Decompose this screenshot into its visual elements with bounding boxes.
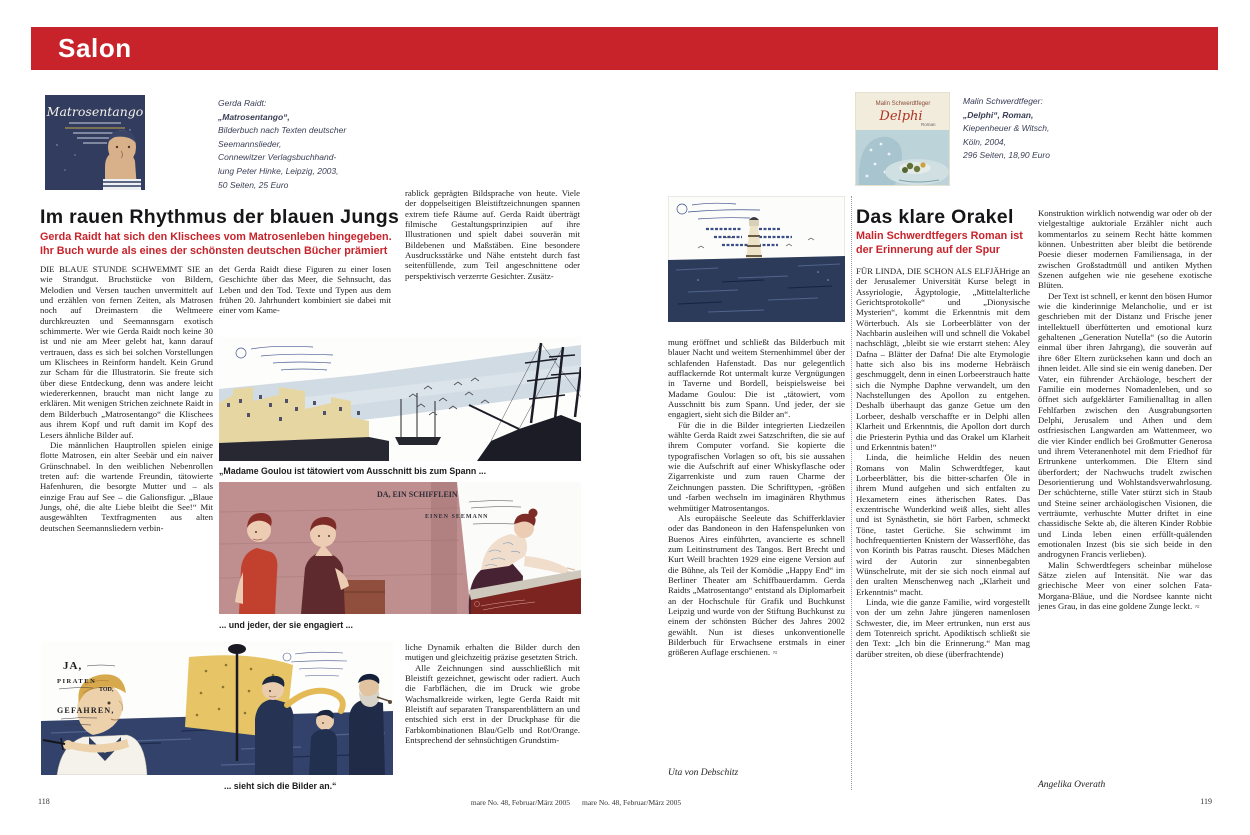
book-info-line: Köln, 2004, <box>963 136 1007 147</box>
illustration-harbour <box>219 337 581 461</box>
article-headline-left: Im rauen Rhythmus der blauen Jungs <box>40 206 400 228</box>
end-of-article-mark: ≈ <box>1195 602 1200 612</box>
book-info-line: Bilderbuch nach Texten deutscher <box>218 125 347 136</box>
body-paragraph: Alle Zeichnungen sind ausschließlich mit Bleistift gezeichnet, gewischt oder radiert. Auch die Farbflächen, die im Druck wie grobe Wachsmalkreide wirken, legte Gerda Raidt mit Bleistift auf separaten Transparentblättern an und entschied sich erst in der Druckphase für die Farbkombinationen Blau/Gelb und Rot/Orange. Entsprechend der sehnsüchtigen Grundstim- <box>405 662 580 746</box>
article-column-5 <box>856 266 1030 790</box>
body-paragraph: Die männlichen Hauptrollen spielen einige flotte Matrosen, ein alter Seebär und ein naiver Grünschnabel. In den weiblichen Nebenrollen treten auf: die wartende Freundin, tätowierte Hafenhuren, die besorgte Mutter und – als einzige Frau auf See – die Galionsfigur. „Blaue Jungs, ohé, die alte Liebe bleibt die See!“ Mit ausgewählten Textfragmenten aus alten deutschen Seemannsliedern verbin- <box>40 439 213 533</box>
article-column-2 <box>219 264 391 336</box>
body-paragraph: Als europäische Seeleute das Schifferklavier oder das Bandoneon in den Hafenspelunken von Buenos Aires einführten, avancierte es schnell zum Leitinstrument des Tangos. Bert Brecht und Kurt Weill brachten 1929 eine eigene Version auf die Bühne, als Teil der Komödie „Happy End“ im Berliner Theater am Schiffbauerdamm. Gerda Raidts „Matrosentango“ entstand als Diplomarbeit an der Hochschule für Grafik und Buchkunst Leipzig und wurde von der Stiftung Buchkunst zu einem der schönsten Bücher des Jahres 2002 gewählt. Nun ist dieses unkonventionelle Bilderbuch für Erwachsene erstmals in einer größeren Auflage erschienen. ≈ <box>668 512 845 658</box>
svg-text:PIRATEN: PIRATEN <box>57 678 97 685</box>
book-cover-matrosentango <box>45 95 145 190</box>
body-paragraph: rablick geprägten Bildsprache von heute. Viele der doppelseitigen Bleistiftzeichnungen spannen extrem tiefe Räume auf. Gerda Raidt überträgt filmische Gestaltungsprinzipien auf ihre Illustrationen und spielt dabei souverän mit Bildebenen und Maßstäben. Eine besondere Ausdrucksstärke und Nähe entsteht durch fast seitenfüllende, zum Teil angeschnittene oder perspektivisch verzerrte Gesichter. Zusätz- <box>405 188 580 281</box>
book-info-line: Seemannslieder, <box>218 138 282 149</box>
body-paragraph: Für die in die Bilder integrierten Liedzeilen wählte Gerda Raidt zwei Satzschriften, die sie auf ihrem Computer vorfand. Sie kopierte die typografischen Vorlagen so oft, bis sie aussahen wie die Aufschrift auf einer Whiskyflasche oder Zigarrenkiste und zum rauen Charme der Zeichnungen passten. Die Schrifttypen, -größen und -farben wechseln im imaginären Rhythmus wehmütiger Matrosentangos. <box>668 419 845 513</box>
folio-right-page: mare No. 48, Februar/März 2005 <box>582 798 682 807</box>
book-info-line: Kiepenheuer & Witsch, <box>963 123 1050 134</box>
song-words-2: EINEN SEEMANN <box>425 514 489 520</box>
book-info-line: Malin Schwerdtfeger: <box>963 96 1043 106</box>
article-column-3-top <box>405 188 580 337</box>
body-paragraph: det Gerda Raidt diese Figuren zu einer losen Geschichte über das Meer, die Sehnsucht, das Leben und den Tod. Texte und Typen aus dem frühen 20. Jahrhundert kombiniert sie dabei mit einer vom Kame- <box>219 264 391 316</box>
folio-left-page: mare No. 48, Februar/März 2005 <box>470 798 570 807</box>
svg-text:TOD,: TOD, <box>99 687 114 693</box>
body-paragraph: Linda, wie die ganze Familie, wird vorgestellt von der um zehn Jahre jüngeren namenlosen Schwester, die, im Meer ertrunken, nun erst aus dem Totenreich spricht. Apodiktisch schließt sie den Text: „Ich bin die Erinnerung.“ Man mag darüber streiten, ob diese (überfrachtende) <box>856 597 1030 659</box>
article-column-6 <box>1038 208 1212 748</box>
article-column-4 <box>668 337 845 757</box>
byline-right-article: Angelika Overath <box>1038 780 1106 790</box>
svg-text:JA,: JA, <box>63 660 83 672</box>
article-headline-right: Das klare Orakel <box>856 206 1014 228</box>
book-info-line: „Delphi“, Roman, <box>963 109 1034 120</box>
book-info-line: Gerda Raidt: <box>218 98 267 108</box>
illustration-lighthouse <box>668 196 845 322</box>
svg-text:GEFAHREN,: GEFAHREN, <box>57 706 115 715</box>
article-subhead-right: Malin Schwerdtfegers Roman ist der Erinnerung auf der Spur <box>856 230 1023 256</box>
book-info-delphi <box>963 95 1143 163</box>
cover-title-script: Matrosentango <box>46 104 144 119</box>
body-paragraph: DIE BLAUE STUNDE SCHWEMMT SIE an wie Strandgut. Bruchstücke von Bildern, Melodien und Versen tauchen unvermittelt auf und erzählen von fernen Zeiten, als Matrosen noch auf Dreimastern die Weltmeere durchkreuzten und Seemannsgarn exotisch schimmerte. Wer wie Gerda Raidt noch keine 30 ist und nie am Meer gelebt hat, kann darauf vertrauen, dass es sich bei solchen Vorstellungen um Klischees in Reinform handelt. Kein Grund zur Scham für die Illustratorin. Sie freute sich über diese Entdeckung, denn was andere leicht wiedererkennen, braucht man nicht lange zu erklären. Mit wenigen Strichen zeichnete Raidt in dem Bilderbuch „Matrosentango“ die Klischees aus ihrem Kopf und ruft damit im Kopf des Lesers ähnliche Bilder auf. <box>40 264 213 440</box>
body-paragraph: Konstruktion wirklich notwendig war oder ob der vielgestaltige auktoriale Erzähler nicht auch kommentarlos zu seinem Recht hätte kommen können. Unbestritten aber bleibt die betörende Poesie dieser modernen Familiensaga, in der zwischen Großstadtmüll und antiken Mythen Szenen aufgehen wie nie gesehene exotische Blüten. <box>1038 208 1212 291</box>
delphi-cover-art <box>855 92 950 186</box>
end-of-article-mark: ≈ <box>773 648 778 658</box>
body-paragraph: mung eröffnet und schließt das Bilderbuch mit blauer Nacht und weitem Sternenhimmel über der schlafenden Hafenstadt. Das nur gelegentlich aufflackernde Rot untermalt kurze Vergnügungen in Taverne und Bordell, beispielsweise bei Madame Goulou: Die ist „tätowiert, vom Ausschnitt bis zum Spann. Und jeder, der sie engagiert, sieht sich die Bilder an“. <box>668 337 845 420</box>
body-paragraph: Linda, die heimliche Heldin des neuen Romans von Malin Schwerdtfeger, kaut Lorbeerblätter, bis die bitter-scharfen Öle in ihrem Mund aufgehen und sich entfalten zu Hexametern eines ätherischen Rates. Das exzentrische Wunderkind weiß alles, sieht alles und ist Synästhetin, sie hört Farben, schmeckt Töne, tastet Gerüche. Sie schwimmt im hochfrequentierten Knistern der Wasserflöhe, das von Korinth bis Patras rauscht. Dieses Mädchen wird der Autorin zur sinnenbegabten Wünschelrute, mit der sie sich noch einmal auf den uralten Menschenweg nach „Klarheit und Erkenntnis“ macht. <box>856 452 1030 597</box>
caption-pirates: ... sieht sich die Bilder an.“ <box>224 781 337 791</box>
matrosentango-cover-art <box>45 95 145 190</box>
article-subhead-left: Gerda Raidt hat sich den Klischees vom Matrosenleben hingegeben. Ihr Buch wurde als eines der schönsten deutschen Bücher prämiert <box>40 231 392 257</box>
cover-author: Malin Schwerdtfeger <box>875 101 931 107</box>
book-info-matrosentango <box>218 97 398 192</box>
cover-subtitle: Roman <box>921 122 936 127</box>
body-paragraph: Malin Schwerdtfegers scheinbar mühelose Sätze zielen auf Intensität. Nie war das griechische Meer von einer solchen Fata-Morgana-Bläue, und die Nordsee kannte nicht jenes Grau, in das eine goldene Zunge leckt. ≈ <box>1038 559 1212 612</box>
book-cover-delphi <box>855 92 950 186</box>
article-column-1 <box>40 264 213 640</box>
byline-left-article: Uta von Debschitz <box>668 768 739 778</box>
caption-bordello: ... und jeder, der sie engagiert ... <box>219 620 353 630</box>
section-title: Salon <box>58 33 132 63</box>
book-info-line: lung Peter Hinke, Leipzig, 2003, <box>218 165 339 176</box>
page-number-right: 119 <box>1200 797 1212 806</box>
section-banner <box>31 27 1218 70</box>
illustration-bordello <box>219 482 581 614</box>
body-paragraph: liche Dynamik erhalten die Bilder durch den mutigen und gleichzeitig präzise gesetzten Strich. <box>405 642 580 663</box>
book-info-line: 50 Seiten, 25 Euro <box>218 179 289 190</box>
cover-title: Delphi <box>879 109 923 124</box>
book-info-line: „Matrosentango“, <box>218 111 290 122</box>
illustration-pirates <box>41 641 393 775</box>
caption-harbour: „Madame Goulou ist tätowiert vom Ausschnitt bis zum Spann ... <box>219 466 487 476</box>
page-number-left: 118 <box>38 797 50 806</box>
song-words-1: DA, EIN SCHIFFLEIN <box>377 490 458 499</box>
book-info-line: 296 Seiten, 18,90 Euro <box>963 150 1050 161</box>
body-paragraph: Der Text ist schnell, er kennt den bösen Humor wie die kinderinnige Melancholie, und er ist geschrieben mit der Distanz und Frische jener intellektuell überfütterten und emotional kurz gehaltenen „Generation Nutella“ (so die Autorin einmal über ihren Jahrgang), die souverän auf ihre 68er Eltern zurücksehen kann und doch an ihnen leidet. Alle sind sie ein wenig daneben. Der Vater, ein führender Archäologe, beschert der Familie ein modernes Nomadenleben, und so öffnet sich aufgeklärter Familienalltag in allen Fehlfarben zwischen den Ausgrabungsorten Delphi, Jerusalem und Athen und dem ostfriesischen Langwarden am Wattenmeer, wo die vier Kinder endlich bei Großmutter Generosa und ihrem Veteranenhotel mit dem Friedhof für Ertrunkene unterkommen. Die Eltern sind überfordert; der Nachwuchs trudelt zwischen Desorientierung und Wohlstandsverwahrlosung. Der schüchterne, stille Vater stürzt sich in Staub und Steine seiner archäologischen Visionen, die verträumte, verhuschte Mutter driftet in eine chassidische Sekte ab, die älteren Kinder Robbie und Linda leben einen erfüllt-quälenden emotionalen Inzest (bis sie sich beide in den androgynen Francis verlieben). <box>1038 290 1212 560</box>
article-column-3-bottom <box>405 642 580 792</box>
article-divider-dotted-rule <box>851 196 852 790</box>
body-paragraph: FÜR LINDA, DIE SCHON ALS ELFJÄHrige an der Jerusalemer Universität Kurse belegt in Assyriologie, Ägyptologie, „Mittelalterliche Gerichtsprotokolle“ und „Dionysische Mysterien“, kommt die Erkenntnis mit dem Wörterbuch. Als sie Lorbeerblätter von der Nachbarin ausleihen will und schnell die Vokabel nachschlägt, „bleibt sie wie erstarrt stehen: Aley Dafna – Blätter der Dafna! Die alte Etymologie hatte sich also bis ins moderne Hebräisch geschmuggelt, denn in einen Lorbeerstrauch hatte sich die Nymphe Daphne verwandelt, um den Nachstellungen des Apollon zu entgehen. Deshalb überhaupt das ganze Getue um den Lorbeer, deshalb verschaffte er in Delphi allen Klarheit und Erkenntnis, die Apollon dort durch die Priesterin Pythia und das Orakel um Klarheit und Erkenntnis baten!“ <box>856 266 1030 452</box>
book-info-line: Connewitzer Verlagsbuchhand- <box>218 152 337 163</box>
